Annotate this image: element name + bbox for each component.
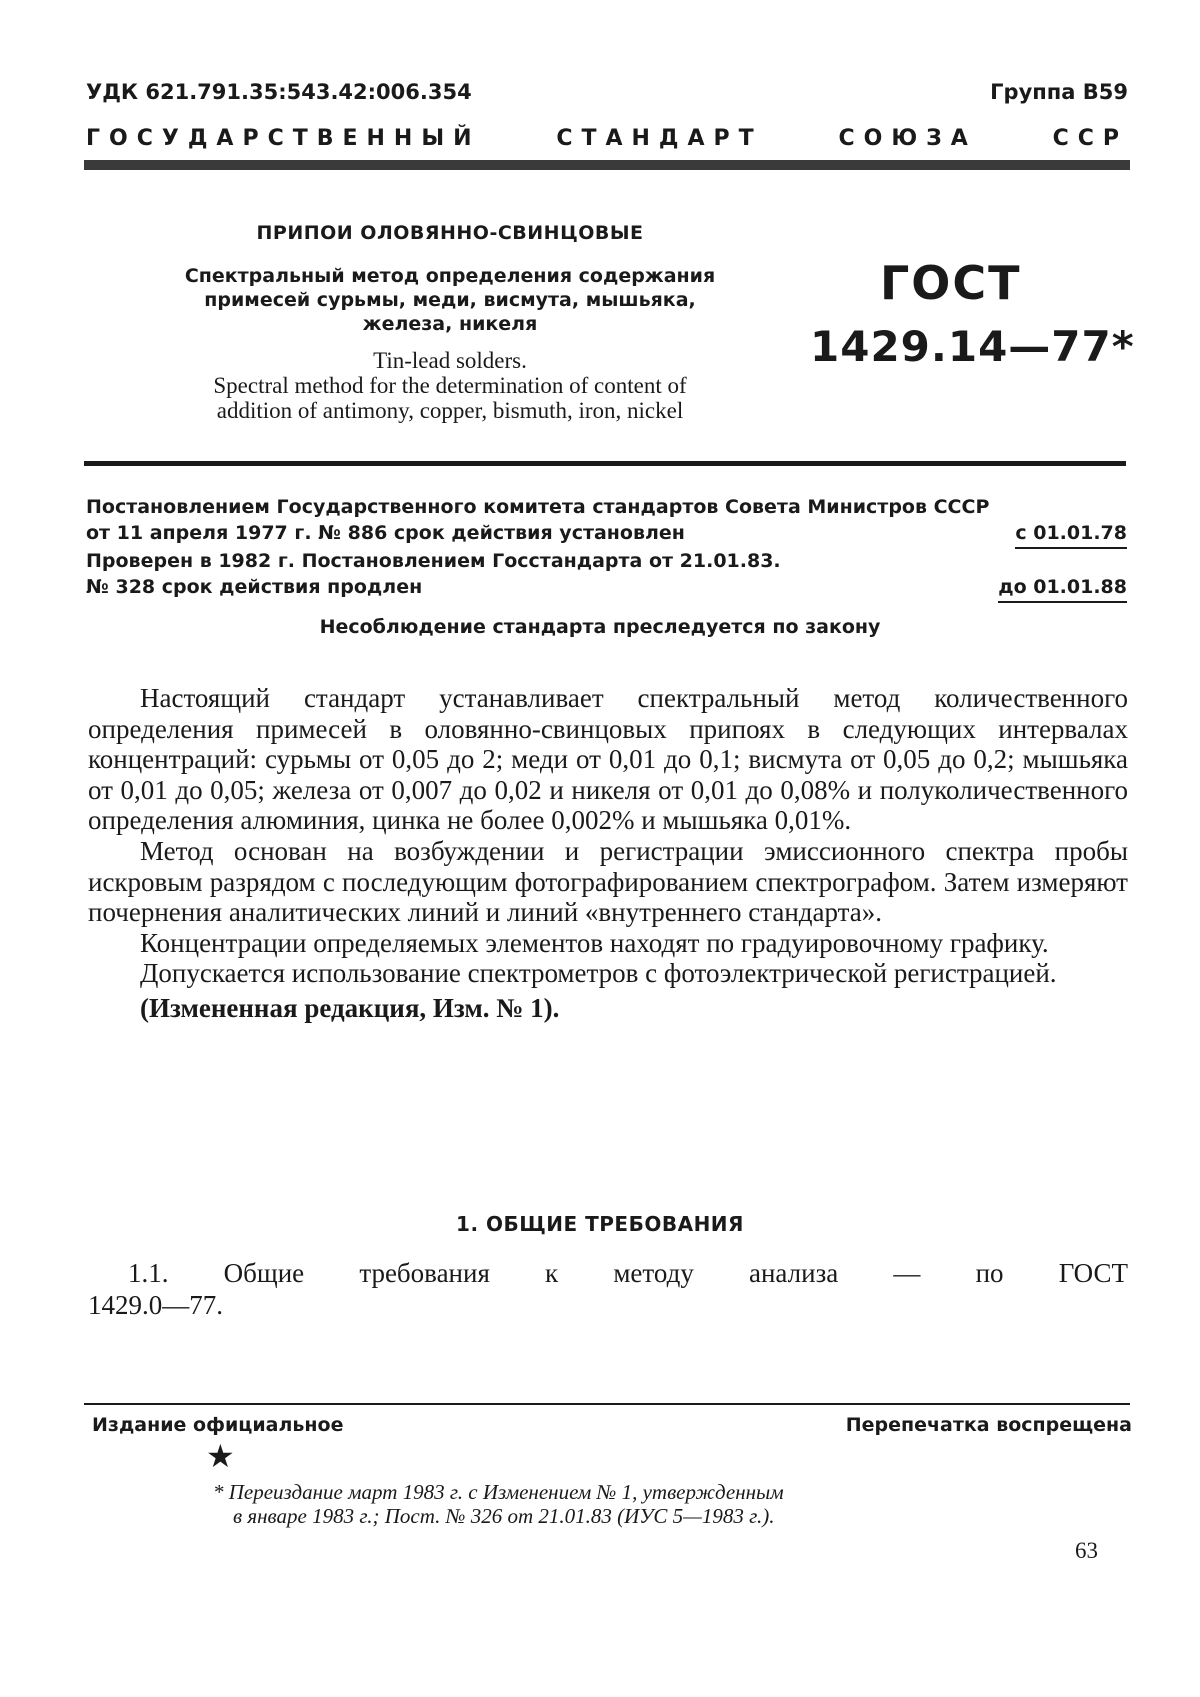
- amendment-note: (Измененная редакция, Изм. № 1).: [140, 992, 560, 1023]
- section-item-line: 1.1. Общие требования к методу анализа — по ГОСТ: [128, 1258, 1128, 1288]
- body-text: [88, 683, 1128, 1024]
- udk-code: УДК 621.791.35:543.42:006.354: [86, 80, 472, 104]
- standard-header-word-3: СОЮЗА: [838, 126, 977, 151]
- expiry-date: до 01.01.88: [998, 574, 1127, 603]
- section-heading: 1. ОБЩИЕ ТРЕБОВАНИЯ: [456, 1212, 744, 1236]
- english-title-line: Spectral method for the determination of content of: [213, 373, 687, 398]
- section-item-line: 1429.0—77.: [88, 1290, 223, 1320]
- effective-date: с 01.01.78: [1015, 520, 1127, 549]
- decree-line: от 11 апреля 1977 г. № 886 срок действия установлен: [86, 522, 685, 544]
- standard-header-word-1: ГОСУДАРСТВЕННЫЙ: [86, 126, 481, 151]
- star-icon: ★: [206, 1438, 235, 1474]
- document-subtitle: [110, 264, 790, 336]
- subtitle-line: Спектральный метод определения содержания: [184, 265, 716, 287]
- header-rule: [84, 160, 1130, 170]
- body-paragraph: Настоящий стандарт устанавливает спектральный метод количественного определения примесей в оловянно-свинцовых припоях в следующих интервалах концентраций: сурьмы от 0,05 до 2; меди от 0,01 до 0,1; висмута от 0,05 до 0,2; мышьяка от 0,01 до 0,05; железа от 0,007 до 0,02 и никеля от 0,01 до 0,08% и полуколичественного определения алюминия, цинка не более 0,002% и мышьяка 0,01%.: [88, 683, 1128, 836]
- decree-line: Проверен в 1982 г. Постановлением Госстандарта от 21.01.83.: [86, 550, 781, 572]
- gost-number: 1429.14—77*: [810, 322, 1135, 371]
- footnote-line: в январе 1983 г.; Пост. № 326 от 21.01.83 (ИУС 5—1983 г.).: [233, 1504, 775, 1528]
- subtitle-line: железа, никеля: [362, 313, 538, 335]
- body-paragraph: Допускается использование спектрометров с фотоэлектрической регистрацией.: [140, 958, 1057, 989]
- english-title-line: addition of antimony, copper, bismuth, iron, nickel: [216, 398, 684, 423]
- group-code: Группа В59: [990, 80, 1128, 104]
- subtitle-line: примесей сурьмы, меди, висмута, мышьяка,: [204, 289, 696, 311]
- body-paragraph: Концентрации определяемых элементов находят по градуировочному графику.: [140, 927, 1049, 958]
- decree-line: Постановлением Государственного комитета стандартов Совета Министров СССР: [86, 496, 990, 518]
- legal-warning: Несоблюдение стандарта преследуется по закону: [319, 616, 881, 638]
- standard-header-title: [86, 126, 1128, 151]
- standard-header-word-4: ССР: [1052, 126, 1128, 151]
- decree-line: № 328 срок действия продлен: [86, 576, 423, 598]
- official-edition-label: Издание официальное: [92, 1414, 344, 1436]
- standard-header-word-2: СТАНДАРТ: [556, 126, 763, 151]
- document-title: ПРИПОИ ОЛОВЯННО-СВИНЦОВЫЕ: [256, 222, 644, 244]
- footnote-line: * Переиздание март 1983 г. с Изменением № 1, утвержденным: [213, 1480, 784, 1504]
- page-number: 63: [1075, 1538, 1098, 1563]
- footnote: [213, 1480, 1033, 1528]
- footer-rule: [84, 1403, 1130, 1405]
- title-rule: [84, 461, 1126, 466]
- english-title-line: Tin-lead solders.: [373, 348, 527, 373]
- english-title: [100, 348, 800, 423]
- body-paragraph: Метод основан на возбуждении и регистрации эмиссионного спектра пробы искровым разрядом с последующим фотографированием спектрографом. Затем измеряют почернения аналитических линий и линий «внутреннего стандарта».: [88, 835, 1128, 928]
- reprint-prohibited-label: Перепечатка воспрещена: [845, 1414, 1132, 1436]
- gost-label: ГОСТ: [880, 256, 1022, 310]
